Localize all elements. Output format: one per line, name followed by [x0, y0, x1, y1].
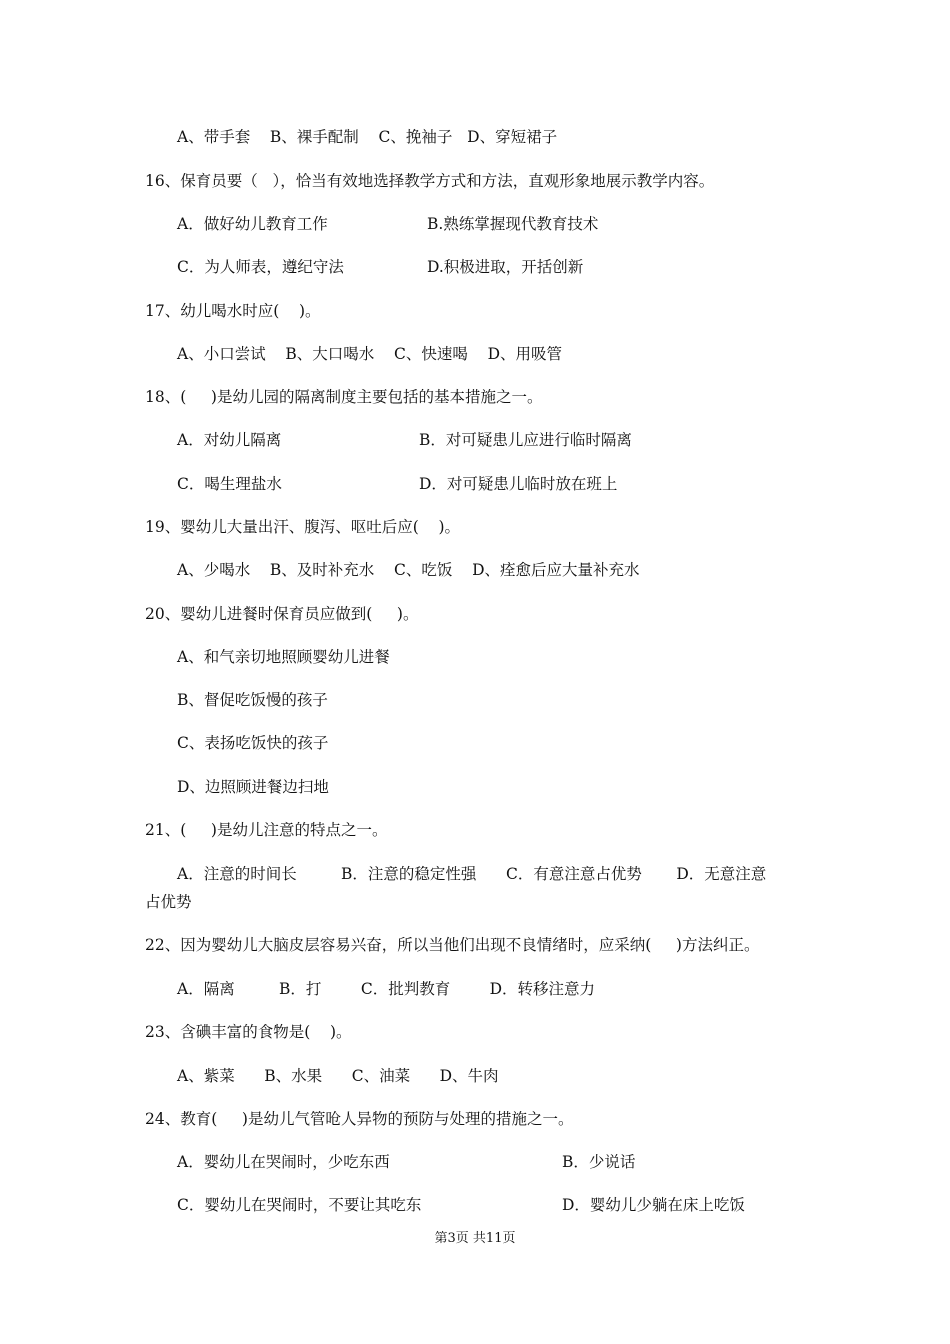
q20-option-a: A、和气亲切地照顾婴幼儿进餐 — [177, 648, 390, 666]
q20-option-c: C、表扬吃饭快的孩子 — [177, 734, 329, 752]
q16-option-d: D.积极进取，开括创新 — [427, 258, 584, 276]
q21-options-wrap: 占优势 — [145, 893, 192, 911]
q20-question: 20、婴幼儿进餐时保育员应做到( )。 — [145, 605, 419, 623]
q15-options: A、带手套 B、裸手配制 C、挽袖子 D、穿短裙子 — [177, 128, 558, 146]
q18-question: 18、( )是幼儿园的隔离制度主要包括的基本措施之一。 — [145, 388, 543, 406]
q17-question: 17、幼儿喝水时应( )。 — [145, 302, 321, 320]
q22-question: 22、因为婴幼儿大脑皮层容易兴奋，所以当他们出现不良情绪时，应采纳( )方法纠正。 — [145, 936, 760, 954]
q21-question: 21、( )是幼儿注意的特点之一。 — [145, 821, 388, 839]
q20-option-d: D、边照顾进餐边扫地 — [177, 778, 329, 796]
page-footer: 第3页 共11页 — [434, 1231, 516, 1246]
q20-option-b: B、督促吃饭慢的孩子 — [177, 691, 328, 709]
q16-option-c: C．为人师表，遵纪守法 — [177, 258, 344, 276]
q24-option-a: A．婴幼儿在哭闹时，少吃东西 — [177, 1153, 390, 1171]
q18-option-a: A．对幼儿隔离 — [177, 431, 282, 449]
q19-question: 19、婴幼儿大量出汗、腹泻、呕吐后应( )。 — [145, 518, 461, 536]
q16-question: 16、保育员要（ ），恰当有效地选择教学方式和方法，直观形象地展示教学内容。 — [145, 172, 715, 190]
q18-option-d: D．对可疑患儿临时放在班上 — [419, 475, 618, 493]
q24-option-c: C．婴幼儿在哭闹时，不要让其吃东 — [177, 1196, 422, 1214]
q17-options: A、小口尝试 B、大口喝水 C、快速喝 D、用吸管 — [177, 345, 562, 363]
q16-option-a: A．做好幼儿教育工作 — [177, 215, 328, 233]
q19-options: A、少喝水 B、及时补充水 C、吃饭 D、痊愈后应大量补充水 — [177, 561, 640, 579]
q22-options: A．隔离 B．打 C．批判教育 D．转移注意力 — [177, 980, 596, 998]
q23-options: A、紫菜 B、水果 C、油菜 D、牛肉 — [177, 1067, 499, 1085]
q18-option-c: C．喝生理盐水 — [177, 475, 282, 493]
q23-question: 23、含碘丰富的食物是( )。 — [145, 1023, 352, 1041]
q18-option-b: B．对可疑患儿应进行临时隔离 — [419, 431, 632, 449]
q24-option-d: D．婴幼儿少躺在床上吃饭 — [562, 1196, 745, 1214]
q21-options: A．注意的时间长 B．注意的稳定性强 C．有意注意占优势 D．无意注意 — [177, 865, 767, 883]
q24-option-b: B．少说话 — [562, 1153, 636, 1171]
q16-option-b: B.熟练掌握现代教育技术 — [427, 215, 599, 233]
q24-question: 24、教育( )是幼儿气管呛人异物的预防与处理的措施之一。 — [145, 1110, 574, 1128]
